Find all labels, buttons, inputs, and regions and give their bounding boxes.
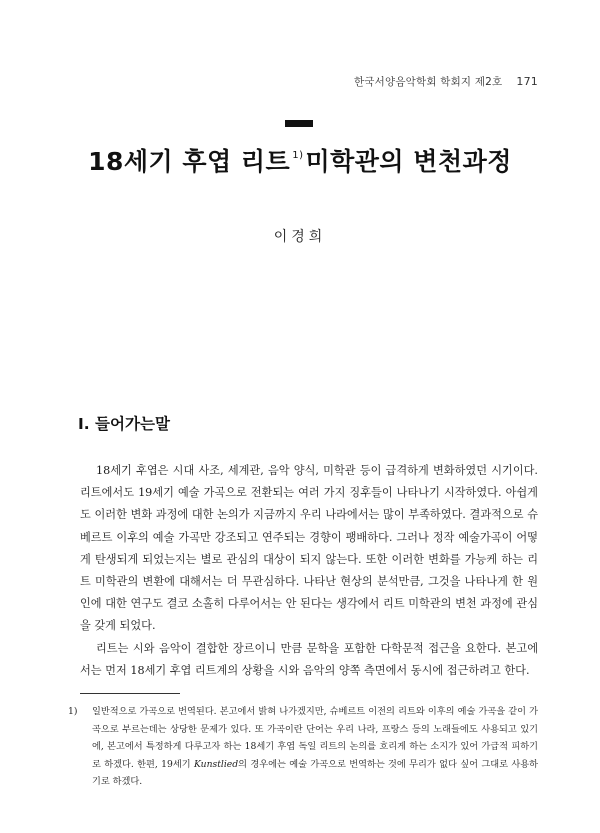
footnote-number: 1) [68, 706, 78, 717]
journal-name: 한국서양음악학회 학회지 제2호 [353, 76, 503, 88]
title-footnote-ref[interactable]: 1) [292, 150, 304, 161]
paper-title [0, 142, 600, 178]
paragraph-2: 리트는 시와 음악이 결합한 장르이니 만큼 문학을 포함한 다학문적 접근을 요한다. 본고에서는 먼저 18세기 후엽 리트계의 상황을 시와 음악의 양쪽 측면에서 동시에 접근하려고 한다. [80, 641, 538, 677]
author-name: 이경희 [273, 229, 327, 245]
title-main: 18세기 후엽 리트 [88, 147, 291, 176]
title-ornament-bar [285, 120, 313, 127]
page-number: 171 [516, 75, 538, 88]
title-rest: 미학관의 변천과정 [305, 147, 512, 176]
running-head [354, 74, 538, 89]
footnote [68, 703, 538, 791]
footnote-text-after: 의 경우에는 예술 가곡으로 번역하는 것에 무리가 없다 싶어 그대로 사용하기로 하겠다. [92, 758, 538, 788]
footnote-1 [68, 703, 538, 791]
body-text [80, 460, 538, 682]
section-heading: I. 들어가는말 [78, 415, 170, 433]
footnote-text-before: 일반적으로 가곡으로 번역된다. 본고에서 밝혀 나가겠지만, 슈베르트 이전의 리트와 이후의 예술 가곡을 같이 가곡으로 부르는데는 상당한 문제가 있다. 또 가곡이란 단어는 우리 나라, 프랑스 등의 노래들에도 사용되고 있기에, 본고에서 특정하게 다루고자 하는 18세기 후엽 독일 리트의 논의를 흐리게 하는 소지가 있어 가급적 피하기로 하겠다. 한편, 19세기 [92, 706, 538, 770]
paragraph-1: 18세기 후엽은 시대 사조, 세계관, 음악 양식, 미학관 등이 급격하게 변화하였던 시기이다. 리트에서도 19세기 예술 가곡으로 전환되는 여러 가지 징후들이 나타나기 시작하였다. 아쉽게도 이러한 변화 과정에 대한 논의가 지금까지 우리 나라에서는 많이 부족하였다. 결과적으로 슈베르트 이후의 예술 가곡만 강조되고 연주되는 경향이 팽배하다. 그러나 정작 예술가곡이 어떻게 탄생되게 되었는지는 별로 관심의 대상이 되지 않는다. 또한 이러한 변화를 가능케 하는 리트 미학관의 변환에 대해서는 더 무관심하다. 나타난 현상의 분석만큼, 그것을 나타나게 한 원인에 대한 연구도 결코 소홀히 다루어서는 안 된다는 생각에서 리트 미학관의 변천 과정에 관심을 갖게 되었다. [80, 464, 538, 633]
footnote-italic-term: Kunstlied [194, 758, 239, 770]
footnote-divider [80, 693, 180, 694]
